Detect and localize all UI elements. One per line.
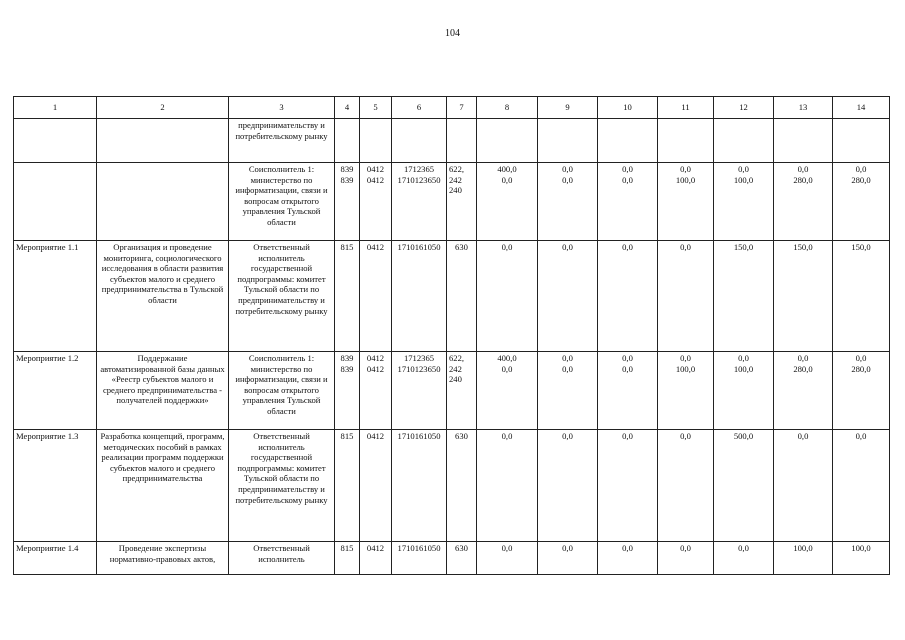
table-row	[14, 430, 890, 542]
code-cell: 815	[335, 542, 360, 575]
amount-cell	[598, 119, 658, 163]
table-row	[14, 352, 890, 430]
amount-cell: 100,0	[774, 542, 833, 575]
code-cell: 1712365 1710123650	[392, 352, 447, 430]
amount-cell: 0,0	[538, 542, 598, 575]
measure-cell: Мероприятие 1.3	[14, 430, 97, 542]
column-number: 7	[447, 97, 477, 119]
amount-cell: 0,0	[598, 241, 658, 352]
amount-cell: 0,0	[598, 542, 658, 575]
code-cell	[360, 119, 392, 163]
amount-cell: 0,0	[658, 542, 714, 575]
code-cell: 0412 0412	[360, 352, 392, 430]
amount-cell: 0,0 0,0	[538, 352, 598, 430]
amount-cell: 0,0 280,0	[833, 352, 890, 430]
measure-description	[97, 119, 229, 163]
amount-cell	[774, 119, 833, 163]
measure-cell	[14, 163, 97, 241]
code-cell: 839 839	[335, 352, 360, 430]
executor-cell: Соисполнитель 1: министерство по информатизации, связи и вопросам открытого управления Тульской области	[229, 163, 335, 241]
code-cell: 622, 242 240	[447, 163, 477, 241]
measure-cell	[14, 119, 97, 163]
amount-cell: 0,0 100,0	[658, 163, 714, 241]
measure-description: Организация и проведение мониторинга, социологического исследования в области развития субъектов малого и среднего предпринимательства в Тульской области	[97, 241, 229, 352]
code-cell: 630	[447, 542, 477, 575]
budget-table	[13, 96, 890, 575]
amount-cell: 0,0 100,0	[658, 352, 714, 430]
column-number: 9	[538, 97, 598, 119]
measure-description	[97, 163, 229, 241]
amount-cell: 0,0 100,0	[714, 352, 774, 430]
amount-cell: 0,0 0,0	[598, 352, 658, 430]
code-cell: 630	[447, 241, 477, 352]
amount-cell: 0,0	[774, 430, 833, 542]
code-cell: 1710161050	[392, 241, 447, 352]
table-row	[14, 163, 890, 241]
amount-cell: 0,0	[477, 542, 538, 575]
amount-cell: 0,0 100,0	[714, 163, 774, 241]
executor-cell: Соисполнитель 1: министерство по информатизации, связи и вопросам открытого управления Тульской области	[229, 352, 335, 430]
code-cell	[447, 119, 477, 163]
column-number: 8	[477, 97, 538, 119]
code-cell: 1712365 1710123650	[392, 163, 447, 241]
measure-cell: Мероприятие 1.4	[14, 542, 97, 575]
code-cell: 630	[447, 430, 477, 542]
measure-description: Разработка концепций, программ, методических пособий в рамках реализации программ поддержки субъектов малого и среднего предпринимательства	[97, 430, 229, 542]
amount-cell: 0,0	[658, 241, 714, 352]
column-number: 11	[658, 97, 714, 119]
executor-cell: Ответственный исполнитель государственной подпрограммы: комитет Тульской области по предпринимательству и потребительскому рынку	[229, 430, 335, 542]
executor-cell: предпринимательству и потребительскому рынку	[229, 119, 335, 163]
measure-description: Проведение экспертизы нормативно-правовых актов,	[97, 542, 229, 575]
page-number: 104	[445, 28, 460, 39]
code-cell: 815	[335, 430, 360, 542]
amount-cell: 0,0	[714, 542, 774, 575]
column-number: 2	[97, 97, 229, 119]
code-cell: 1710161050	[392, 542, 447, 575]
amount-cell: 0,0	[658, 430, 714, 542]
executor-cell: Ответственный исполнитель	[229, 542, 335, 575]
column-number: 12	[714, 97, 774, 119]
column-number: 5	[360, 97, 392, 119]
measure-cell: Мероприятие 1.1	[14, 241, 97, 352]
measure-cell: Мероприятие 1.2	[14, 352, 97, 430]
amount-cell: 0,0	[538, 241, 598, 352]
amount-cell: 0,0	[477, 241, 538, 352]
column-number: 10	[598, 97, 658, 119]
amount-cell	[714, 119, 774, 163]
amount-cell: 0,0	[598, 430, 658, 542]
table-row	[14, 119, 890, 163]
amount-cell: 150,0	[714, 241, 774, 352]
measure-description: Поддержание автоматизированной базы данных «Реестр субъектов малого и среднего предпринимательства - получателей поддержки»	[97, 352, 229, 430]
amount-cell: 0,0	[477, 430, 538, 542]
amount-cell: 0,0 280,0	[833, 163, 890, 241]
amount-cell: 500,0	[714, 430, 774, 542]
amount-cell	[538, 119, 598, 163]
amount-cell: 0,0	[833, 430, 890, 542]
code-cell: 0412 0412	[360, 163, 392, 241]
column-number: 1	[14, 97, 97, 119]
amount-cell: 100,0	[833, 542, 890, 575]
column-number: 4	[335, 97, 360, 119]
amount-cell: 400,0 0,0	[477, 352, 538, 430]
amount-cell: 0,0 280,0	[774, 352, 833, 430]
code-cell: 622, 242 240	[447, 352, 477, 430]
column-number: 13	[774, 97, 833, 119]
amount-cell: 0,0	[538, 430, 598, 542]
code-cell	[335, 119, 360, 163]
code-cell: 1710161050	[392, 430, 447, 542]
amount-cell: 0,0 280,0	[774, 163, 833, 241]
amount-cell: 150,0	[774, 241, 833, 352]
code-cell: 0412	[360, 241, 392, 352]
code-cell: 839 839	[335, 163, 360, 241]
amount-cell	[658, 119, 714, 163]
column-number: 14	[833, 97, 890, 119]
amount-cell: 0,0 0,0	[598, 163, 658, 241]
column-number: 6	[392, 97, 447, 119]
amount-cell: 150,0	[833, 241, 890, 352]
amount-cell	[833, 119, 890, 163]
column-number: 3	[229, 97, 335, 119]
code-cell	[392, 119, 447, 163]
amount-cell: 400,0 0,0	[477, 163, 538, 241]
table-row	[14, 542, 890, 575]
code-cell: 815	[335, 241, 360, 352]
table-row	[14, 241, 890, 352]
column-number-row	[14, 97, 890, 119]
code-cell: 0412	[360, 542, 392, 575]
code-cell: 0412	[360, 430, 392, 542]
amount-cell: 0,0 0,0	[538, 163, 598, 241]
amount-cell	[477, 119, 538, 163]
executor-cell: Ответственный исполнитель государственной подпрограммы: комитет Тульской области по предпринимательству и потребительскому рынку	[229, 241, 335, 352]
